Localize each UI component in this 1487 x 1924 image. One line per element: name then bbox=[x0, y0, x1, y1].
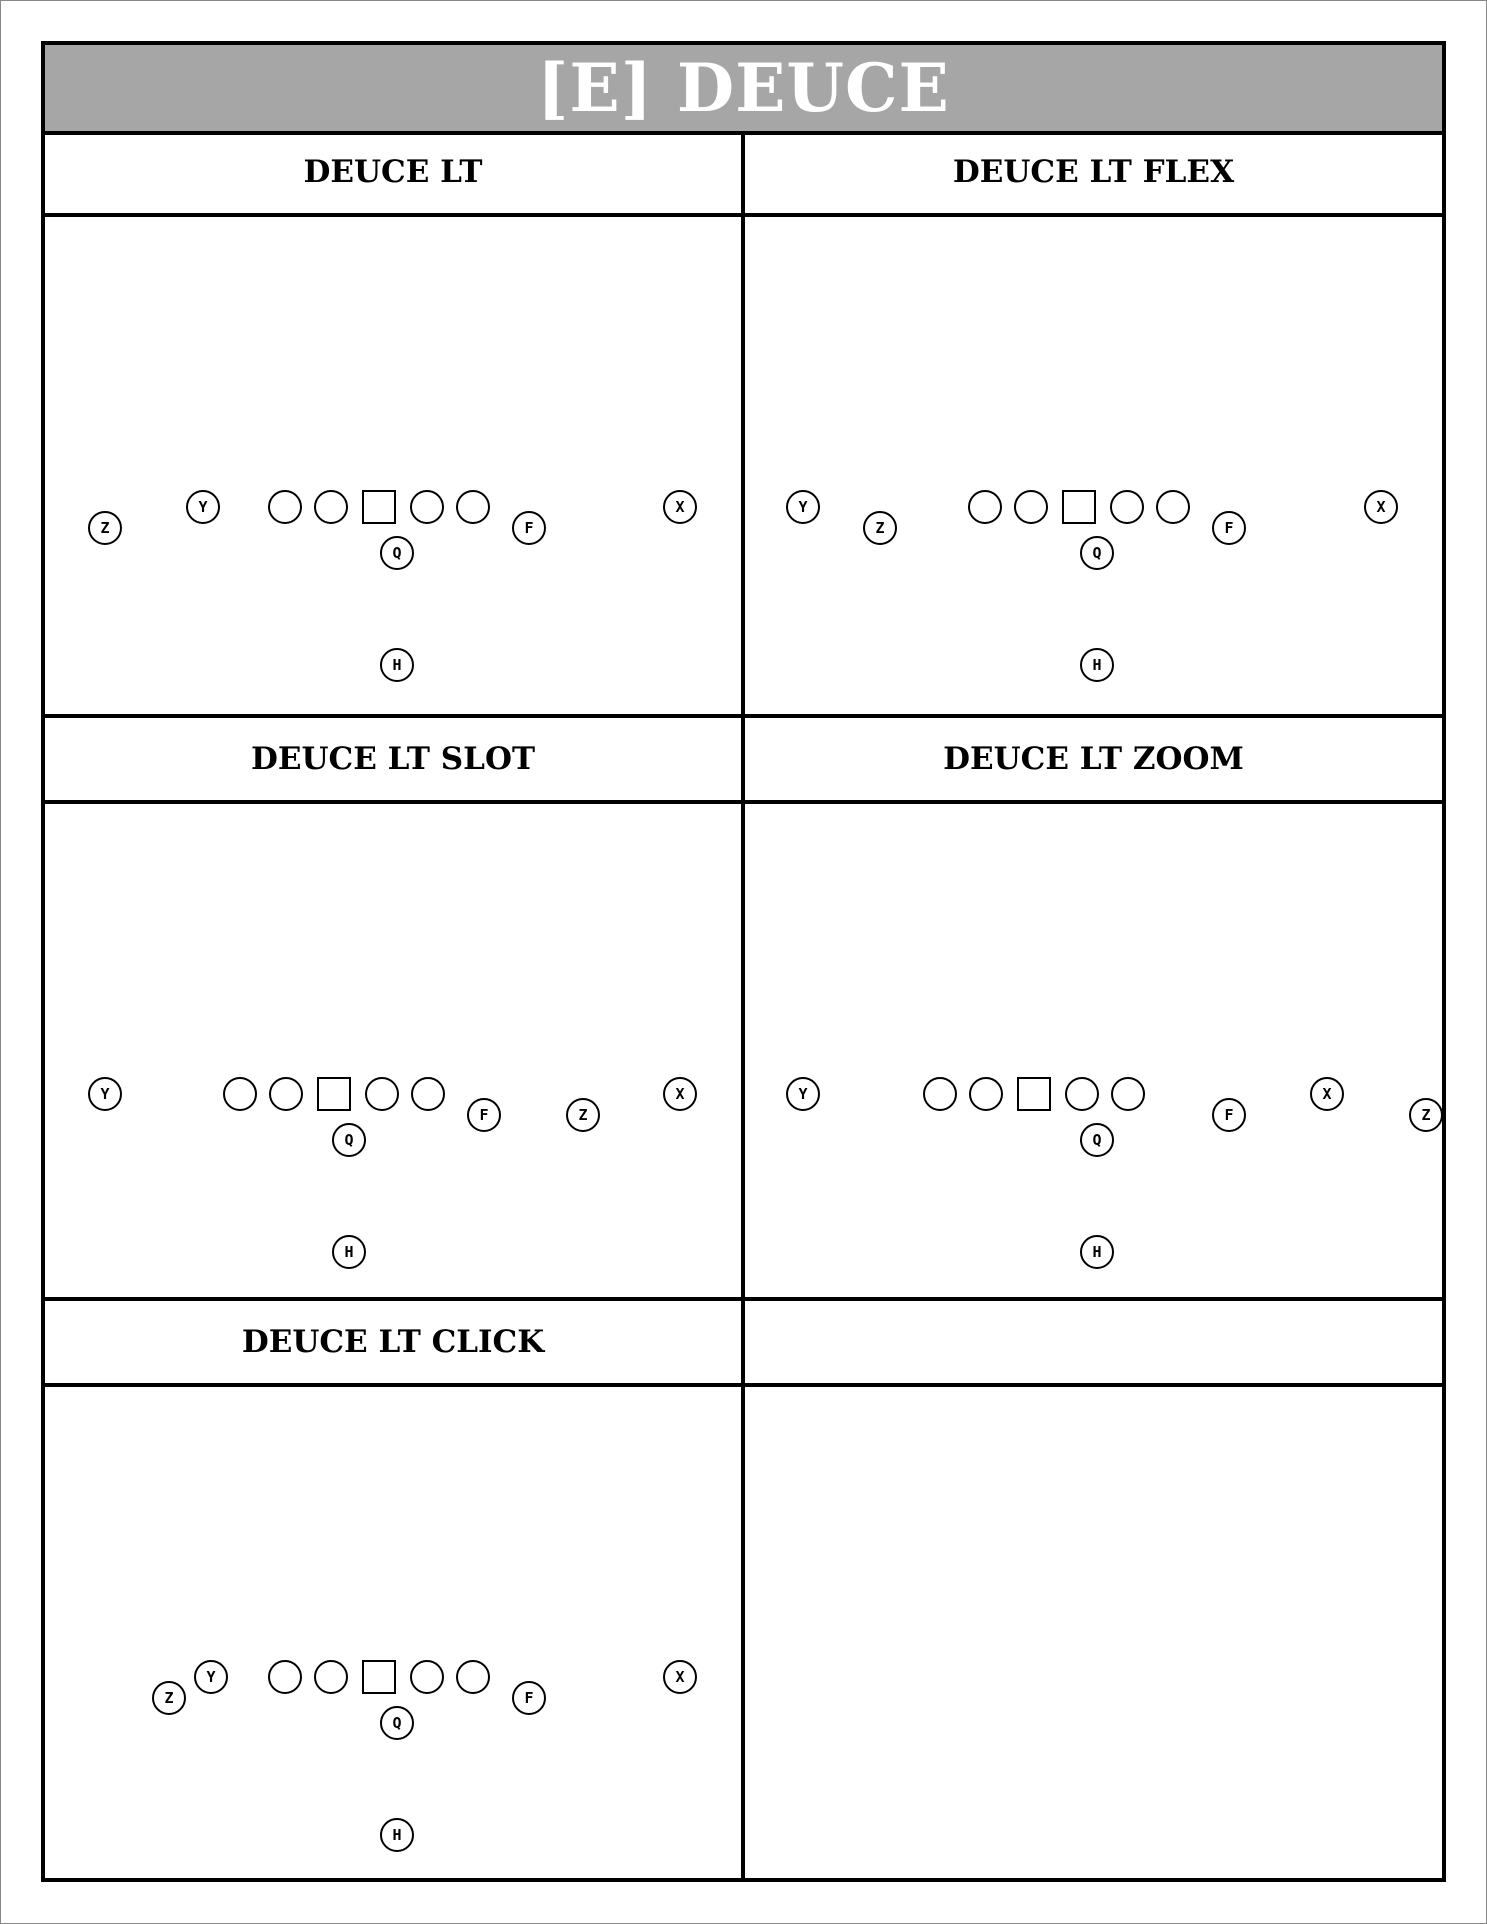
lineman-circle bbox=[315, 491, 347, 523]
formation-title-cell bbox=[45, 718, 741, 804]
lineman-circle bbox=[269, 1661, 301, 1693]
player-label: Q bbox=[392, 544, 402, 562]
player-y bbox=[195, 1661, 227, 1693]
formation-diagram bbox=[45, 217, 741, 714]
player-label: Z bbox=[100, 519, 110, 537]
player-label: H bbox=[344, 1243, 354, 1261]
formation-title: DEUCE LT SLOT bbox=[250, 741, 536, 777]
center-square bbox=[1063, 491, 1095, 523]
formation-title-cell bbox=[45, 131, 741, 217]
player-label: H bbox=[392, 656, 402, 674]
player-label: H bbox=[1092, 656, 1102, 674]
player-h bbox=[1081, 1236, 1113, 1268]
player-z bbox=[89, 512, 121, 544]
player-f bbox=[513, 512, 545, 544]
lineman-circle bbox=[224, 1078, 256, 1110]
player-label: Y bbox=[198, 498, 208, 516]
player-label: F bbox=[524, 1689, 534, 1707]
player-label: Z bbox=[164, 1689, 174, 1707]
player-label: X bbox=[675, 498, 685, 516]
formation-title-cell bbox=[45, 1301, 741, 1387]
player-y bbox=[787, 1078, 819, 1110]
lineman-circle bbox=[1157, 491, 1189, 523]
player-label: Y bbox=[206, 1668, 216, 1686]
center-square bbox=[1018, 1078, 1050, 1110]
formation-title: DEUCE LT FLEX bbox=[952, 154, 1235, 190]
formation-diagram bbox=[745, 217, 1442, 714]
formation-cell-3 bbox=[745, 718, 1442, 1297]
lineman-circle bbox=[1066, 1078, 1098, 1110]
lineman-circle bbox=[270, 1078, 302, 1110]
lineman-circle bbox=[457, 491, 489, 523]
player-label: X bbox=[1322, 1085, 1332, 1103]
player-label: F bbox=[1224, 519, 1234, 537]
player-h bbox=[381, 1819, 413, 1851]
center-square bbox=[318, 1078, 350, 1110]
formation-title-cell bbox=[745, 1301, 1442, 1387]
player-h bbox=[333, 1236, 365, 1268]
sheet-title-bar bbox=[45, 45, 1442, 135]
player-label: Q bbox=[392, 1714, 402, 1732]
player-label: Z bbox=[875, 519, 885, 537]
player-label: Z bbox=[578, 1106, 588, 1124]
player-x bbox=[1365, 491, 1397, 523]
player-z bbox=[567, 1099, 599, 1131]
player-x bbox=[664, 491, 696, 523]
formation-title-cell bbox=[745, 718, 1442, 804]
player-label: Y bbox=[798, 498, 808, 516]
formation-diagram bbox=[745, 1387, 1442, 1878]
player-f bbox=[513, 1682, 545, 1714]
player-h bbox=[1081, 649, 1113, 681]
sheet-title: [E] DEUCE bbox=[537, 49, 950, 127]
formation-title: DEUCE LT ZOOM bbox=[943, 741, 1244, 777]
player-q bbox=[381, 1707, 413, 1739]
lineman-circle bbox=[924, 1078, 956, 1110]
formation-cell-2 bbox=[45, 718, 741, 1297]
player-f bbox=[468, 1099, 500, 1131]
player-label: Z bbox=[1421, 1106, 1431, 1124]
player-label: F bbox=[1224, 1106, 1234, 1124]
formation-cell-5 bbox=[745, 1301, 1442, 1878]
formation-title: DEUCE LT bbox=[303, 154, 483, 190]
player-label: H bbox=[1092, 1243, 1102, 1261]
formation-diagram bbox=[45, 1387, 741, 1878]
player-q bbox=[1081, 1124, 1113, 1156]
player-label: Q bbox=[1092, 1131, 1102, 1149]
player-label: F bbox=[479, 1106, 489, 1124]
player-label: X bbox=[1376, 498, 1386, 516]
lineman-circle bbox=[1015, 491, 1047, 523]
player-q bbox=[1081, 537, 1113, 569]
player-label: F bbox=[524, 519, 534, 537]
player-label: Y bbox=[798, 1085, 808, 1103]
player-h bbox=[381, 649, 413, 681]
lineman-circle bbox=[970, 1078, 1002, 1110]
player-label: X bbox=[675, 1668, 685, 1686]
formation-cell-4 bbox=[45, 1301, 741, 1878]
lineman-circle bbox=[1112, 1078, 1144, 1110]
player-q bbox=[333, 1124, 365, 1156]
player-z bbox=[864, 512, 896, 544]
player-x bbox=[1311, 1078, 1343, 1110]
formation-cell-1 bbox=[745, 131, 1442, 714]
lineman-circle bbox=[269, 491, 301, 523]
player-x bbox=[664, 1078, 696, 1110]
player-label: Y bbox=[100, 1085, 110, 1103]
formation-diagram bbox=[45, 804, 741, 1297]
player-y bbox=[89, 1078, 121, 1110]
formation-diagram bbox=[745, 804, 1442, 1297]
formation-cell-0 bbox=[45, 131, 741, 714]
formation-title: DEUCE LT CLICK bbox=[241, 1324, 545, 1360]
center-square bbox=[363, 1661, 395, 1693]
player-label: H bbox=[392, 1826, 402, 1844]
player-label: X bbox=[675, 1085, 685, 1103]
player-f bbox=[1213, 1099, 1245, 1131]
player-z bbox=[153, 1682, 185, 1714]
player-x bbox=[664, 1661, 696, 1693]
player-f bbox=[1213, 512, 1245, 544]
lineman-circle bbox=[412, 1078, 444, 1110]
player-q bbox=[381, 537, 413, 569]
lineman-circle bbox=[411, 1661, 443, 1693]
formation-title-cell bbox=[745, 131, 1442, 217]
formation-sheet bbox=[41, 41, 1446, 1882]
player-y bbox=[187, 491, 219, 523]
center-square bbox=[363, 491, 395, 523]
lineman-circle bbox=[457, 1661, 489, 1693]
player-label: Q bbox=[1092, 544, 1102, 562]
player-z bbox=[1410, 1099, 1442, 1131]
lineman-circle bbox=[1111, 491, 1143, 523]
player-label: Q bbox=[344, 1131, 354, 1149]
lineman-circle bbox=[315, 1661, 347, 1693]
lineman-circle bbox=[969, 491, 1001, 523]
player-y bbox=[787, 491, 819, 523]
lineman-circle bbox=[411, 491, 443, 523]
lineman-circle bbox=[366, 1078, 398, 1110]
